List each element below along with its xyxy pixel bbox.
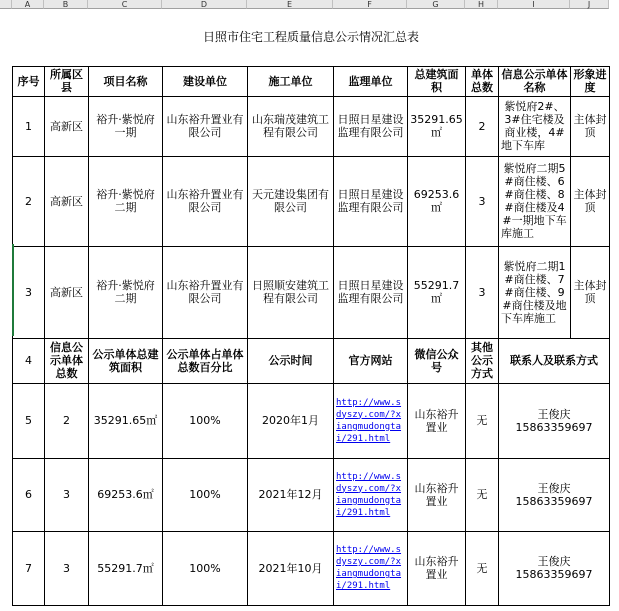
website-link[interactable]: http://www.sdyszy.com/?xiangmudongtai/291.html [336,397,402,444]
column-header-h[interactable]: H [465,0,498,9]
row-contact[interactable] [499,531,610,605]
header-area[interactable]: 总建筑面积 [408,66,466,96]
row-no[interactable]: 2 [13,156,45,246]
contact-name: 王俊庆 [537,481,571,495]
header-supervisor[interactable]: 监理单位 [334,66,408,96]
website-cell [334,383,408,458]
column-header-i[interactable]: I [498,0,570,9]
header-contact[interactable]: 联系人及联系方式 [499,338,610,383]
header-total-area[interactable]: 公示单体总建筑面积 [89,338,163,383]
column-header-b[interactable]: B [44,0,88,9]
row-area[interactable]: 55291.7㎡ [89,531,163,605]
row-county[interactable]: 高新区 [45,246,89,338]
summary-table [12,9,610,606]
row-area[interactable]: 35291.65㎡ [89,383,163,458]
row-area[interactable]: 69253.6㎡ [408,156,466,246]
table-title[interactable]: 日照市住宅工程质量信息公示情况汇总表 [13,9,610,66]
contact-phone: 15863359697 [515,420,593,434]
row-contractor[interactable]: 山东瑞茂建筑工程有限公司 [248,96,334,156]
row-county[interactable]: 高新区 [45,96,89,156]
column-header-e[interactable]: E [247,0,333,9]
header-other[interactable]: 其他公示方式 [466,338,499,383]
column-header-j[interactable]: J [570,0,609,9]
row-no[interactable]: 4 [13,338,45,383]
website-link[interactable]: http://www.sdyszy.com/?xiangmudongtai/291.html [336,545,402,591]
row-count[interactable]: 3 [466,246,499,338]
row-developer[interactable]: 山东裕升置业有限公司 [163,96,248,156]
row-other[interactable]: 无 [466,531,499,605]
row-developer[interactable]: 山东裕升置业有限公司 [163,246,248,338]
table-row [13,246,610,338]
row-wechat[interactable]: 山东裕升置业 [408,458,466,531]
header-count[interactable]: 单体总数 [466,66,499,96]
header-county[interactable]: 所属区县 [45,66,89,96]
table-row [13,96,610,156]
row-wechat[interactable]: 山东裕升置业 [408,383,466,458]
row-no[interactable]: 5 [13,383,45,458]
row-other[interactable]: 无 [466,458,499,531]
row-other[interactable]: 无 [466,383,499,458]
column-header-c[interactable]: C [88,0,162,9]
contact-phone: 15863359697 [515,494,593,508]
row-percent[interactable]: 100% [163,383,248,458]
column-header-f[interactable]: F [333,0,407,9]
row-percent[interactable]: 100% [163,458,248,531]
row-percent[interactable]: 100% [163,531,248,605]
header-total-units[interactable]: 信息公示单体总数 [45,338,89,383]
contact-name: 王俊庆 [537,555,571,568]
row-county[interactable]: 高新区 [45,156,89,246]
table-row [13,156,610,246]
row-area[interactable]: 55291.7㎡ [408,246,466,338]
row-time[interactable]: 2021年12月 [248,458,334,531]
row-no[interactable]: 6 [13,458,45,531]
row-project[interactable]: 裕升·紫悦府一期 [89,96,163,156]
row-project[interactable]: 裕升·紫悦府二期 [89,246,163,338]
select-all-corner[interactable] [0,0,12,9]
contact-name: 王俊庆 [537,407,571,421]
header-no[interactable]: 序号 [13,66,45,96]
row-contact[interactable] [499,383,610,458]
row-no[interactable]: 3 [13,246,45,338]
website-cell [334,531,408,605]
row-supervisor[interactable]: 日照日星建设监理有限公司 [334,156,408,246]
table-row [13,531,610,605]
website-link[interactable]: http://www.sdyszy.com/?xiangmudongtai/291.html [336,471,402,518]
row-developer[interactable]: 山东裕升置业有限公司 [163,156,248,246]
row-area[interactable]: 35291.65㎡ [408,96,466,156]
row-contact[interactable] [499,458,610,531]
table-row [13,458,610,531]
header-units[interactable]: 信息公示单体名称 [499,66,571,96]
row-progress[interactable]: 主体封顶 [571,156,610,246]
row-wechat[interactable]: 山东裕升置业 [408,531,466,605]
header-wechat[interactable]: 微信公众号 [408,338,466,383]
row-project[interactable]: 裕升·紫悦府二期 [89,156,163,246]
row-contractor[interactable]: 日照顺安建筑工程有限公司 [248,246,334,338]
website-cell [334,458,408,531]
row-contractor[interactable]: 天元建设集团有限公司 [248,156,334,246]
row-count[interactable]: 2 [466,96,499,156]
header-time[interactable]: 公示时间 [248,338,334,383]
row-time[interactable]: 2021年10月 [248,531,334,605]
contact-phone: 15863359697 [515,568,593,581]
row-units[interactable]: 紫悦府二期1#商住楼、7#商住楼、9#商住楼及地下车库施工 [499,246,571,338]
header-project[interactable]: 项目名称 [89,66,163,96]
table-row [13,383,610,458]
column-header-a[interactable]: A [12,0,44,9]
header-developer[interactable]: 建设单位 [163,66,248,96]
row-total[interactable]: 3 [45,531,89,605]
row-time[interactable]: 2020年1月 [248,383,334,458]
row-no[interactable]: 1 [13,96,45,156]
header-contractor[interactable]: 施工单位 [248,66,334,96]
row-total[interactable]: 3 [45,458,89,531]
header-progress[interactable]: 形象进度 [571,66,610,96]
row-area[interactable]: 69253.6㎡ [89,458,163,531]
selection-indicator [12,244,14,336]
row-no[interactable]: 7 [13,531,45,605]
header-row-2 [13,338,610,383]
header-percent[interactable]: 公示单体占单体总数百分比 [163,338,248,383]
row-units[interactable]: 紫悦府二期5#商住楼、6#商住楼、8#商住楼及4#一期地下车库施工 [499,156,571,246]
row-units[interactable]: 紫悦府2#、3#住宅楼及商业楼，4#地下车库 [499,96,571,156]
column-header-d[interactable]: D [162,0,247,9]
row-progress[interactable]: 主体封顶 [571,246,610,338]
row-count[interactable]: 3 [466,156,499,246]
column-header-g[interactable]: G [407,0,465,9]
header-website[interactable]: 官方网站 [334,338,408,383]
row-supervisor[interactable]: 日照日星建设监理有限公司 [334,246,408,338]
row-total[interactable]: 2 [45,383,89,458]
header-row [13,66,610,96]
row-progress[interactable]: 主体封顶 [571,96,610,156]
row-supervisor[interactable]: 日照日星建设监理有限公司 [334,96,408,156]
